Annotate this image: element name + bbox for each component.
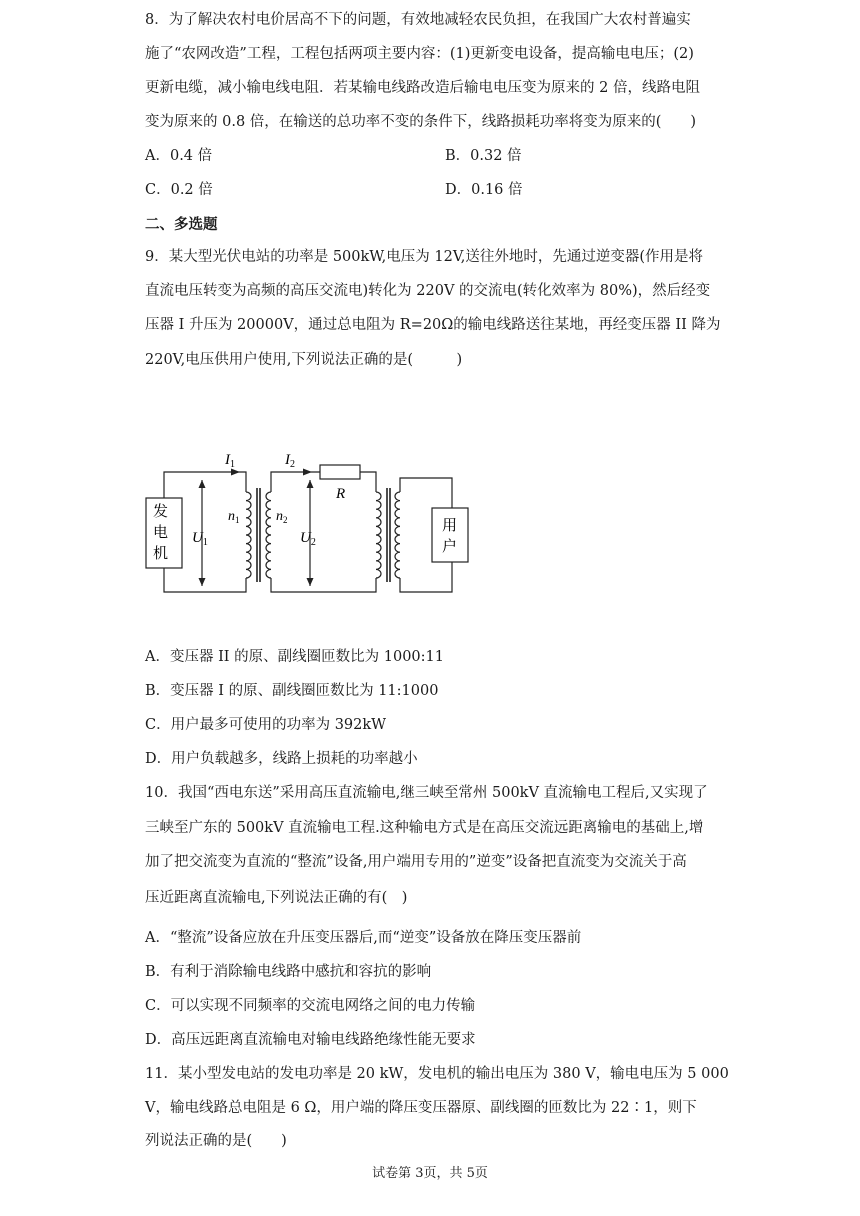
q10-line-3: 加了把交流变为直流的“整流”设备,用户端用专用的”逆变”设备把直流变为交流关于高: [145, 854, 687, 870]
secondary-coil-n2: [266, 492, 271, 578]
q8-line-3: 更新电缆，减小输电线电阻．若某输电线路改造后输电电压变为原来的 2 倍，线路电阻: [145, 80, 700, 96]
q8-line-1: 8．为了解决农村电价居高不下的问题，有效地减轻农民负担，在我国广大农村普遍实: [145, 12, 691, 28]
label-i1: $I_1$: [225, 452, 235, 470]
resistor-r: [320, 465, 360, 479]
generator-char-1: 发: [153, 504, 169, 520]
transformer-ii-primary-coil: [376, 492, 381, 578]
q11-line-1: 11．某小型发电站的发电功率是 20 kW，发电机的输出电压为 380 V，输电电压为 5 000: [145, 1066, 729, 1082]
generator-char-3: 机: [153, 546, 169, 562]
user-char-2: 户: [442, 539, 458, 555]
label-n2: $n_2$: [276, 509, 288, 525]
circuit-diagram: [140, 450, 470, 600]
q9-line-2: 直流电压转变为高频的高压交流电)转化为 220V 的交流电(转化效率为 80%)，然后经变: [145, 283, 711, 299]
q10-line-1: 10．我国“西电东送”采用高压直流输电,继三峡至常州 500kV 直流输电工程后,又实现了: [145, 785, 708, 801]
q10-line-4: 压近距离直流输电,下列说法正确的有( ): [145, 890, 408, 906]
i2-arrow: [303, 469, 312, 476]
q10-option-d: D．高压远距离直流输电对输电线路绝缘性能无要求: [145, 1032, 476, 1048]
q8-option-d: D．0.16 倍: [445, 182, 523, 198]
page-footer: 试卷第 3页，共 5页: [372, 1166, 488, 1181]
q11-line-2: V，输电线路总电阻是 6 Ω，用户端的降压变压器原、副线圈的匝数比为 22∶1，则下: [145, 1100, 697, 1116]
q8-line-4: 变为原来的 0.8 倍，在输送的总功率不变的条件下，线路损耗功率将变为原来的( ): [145, 114, 697, 130]
q11-line-3: 列说法正确的是( ): [145, 1133, 287, 1149]
q10-option-a: A．“整流”设备应放在升压变压器后,而“逆变”设备放在降压变压器前: [145, 930, 582, 946]
section-title: 二、多选题: [145, 217, 218, 233]
q10-option-c: C．可以实现不同频率的交流电网络之间的电力传输: [145, 998, 476, 1014]
q9-line-3: 压器 I 升压为 20000V，通过总电阻为 R=20Ω的输电线路送往某地，再经变压器 II 降为: [145, 317, 721, 333]
q9-option-c: C．用户最多可使用的功率为 392kW: [145, 717, 387, 733]
label-u2: $U_2$: [300, 530, 316, 548]
q8-option-b: B．0.32 倍: [445, 148, 522, 164]
q9-option-a: A．变压器 II 的原、副线圈匝数比为 1000:11: [145, 649, 444, 665]
generator-char-2: 电: [153, 525, 169, 541]
user-char-1: 用: [442, 518, 458, 534]
label-n1: $n_1$: [228, 509, 240, 525]
q9-option-b: B．变压器 I 的原、副线圈匝数比为 11:1000: [145, 683, 439, 699]
q8-option-a: A．0.4 倍: [145, 148, 213, 164]
label-r: R: [336, 486, 346, 502]
q10-option-b: B．有利于消除输电线路中感抗和容抗的影响: [145, 964, 432, 980]
q9-option-d: D．用户负载越多，线路上损耗的功率越小: [145, 751, 418, 767]
q8-option-c: C．0.2 倍: [145, 182, 213, 198]
q9-line-1: 9．某大型光伏电站的功率是 500kW,电压为 12V,送往外地时，先通过逆变器(作用是将: [145, 249, 704, 265]
q9-line-4: 220V,电压供用户使用,下列说法正确的是( ): [145, 352, 463, 368]
transformer-ii-secondary-coil: [395, 492, 400, 578]
q10-line-2: 三峡至广东的 500kV 直流输电工程.这种输电方式是在高压交流远距离输电的基础上,增: [145, 820, 704, 836]
label-i2: $I_2$: [285, 452, 295, 470]
q8-line-2: 施了“农网改造”工程，工程包括两项主要内容：(1)更新变电设备，提高输电电压；(2): [145, 46, 694, 62]
label-u1: $U_1$: [192, 530, 208, 548]
primary-coil-n1: [246, 492, 251, 578]
